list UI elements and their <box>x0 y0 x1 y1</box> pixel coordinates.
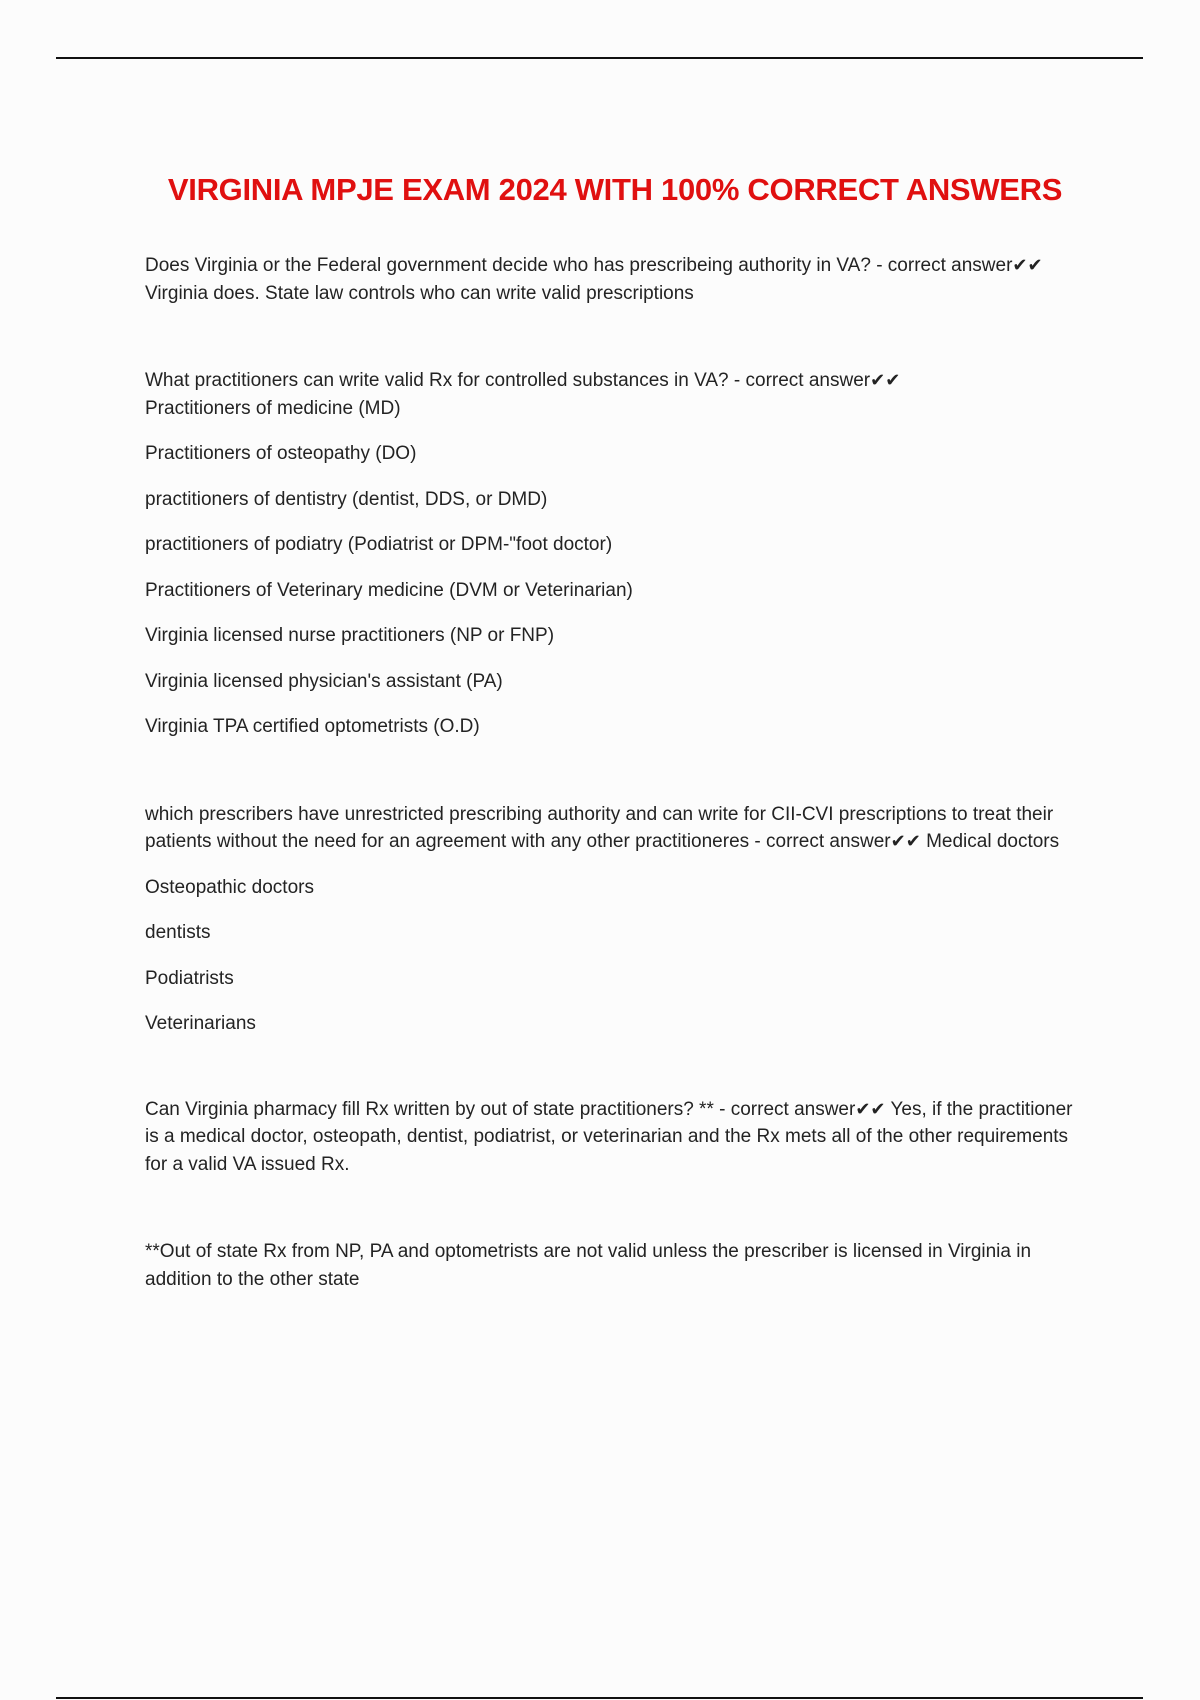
question-text: Can Virginia pharmacy fill Rx written by out of state practitioners? ** - correct answer <box>145 1098 856 1120</box>
list-item: Podiatrists <box>145 967 234 989</box>
list-item: Virginia licensed physician's assistant (PA) <box>145 670 503 692</box>
question-text: Does Virginia or the Federal government decide who has prescribeing authority in VA? - correct answer <box>145 255 1013 276</box>
list-item: Practitioners of Veterinary medicine (DVM or Veterinarian) <box>145 579 633 601</box>
answer-text: Virginia does. State law controls who can write valid prescriptions <box>145 282 694 304</box>
list-item: practitioners of dentistry (dentist, DDS, or DMD) <box>145 488 548 510</box>
list-item: practitioners of podiatry (Podiatrist or DPM-"foot doctor) <box>145 534 613 555</box>
list-item: dentists <box>145 922 211 943</box>
answer-text: Yes, if the practitioner is a medical doctor, osteopath, dentist, podiatrist, or veterinarian and the Rx mets all of the other requirements for a valid VA issued Rx. <box>145 1098 1073 1175</box>
question-text: which prescribers have unrestricted prescribing authority and can write for CII-CVI prescriptions to treat their patients without the need for an agreement with any other practitioneres - correct answer <box>145 803 1054 852</box>
document-body <box>145 252 1085 1293</box>
bottom-rule <box>56 1697 1143 1699</box>
qa-block-3 <box>145 801 1085 856</box>
answer-text: Practitioners of medicine (MD) <box>145 397 401 419</box>
document-title: VIRGINIA MPJE EXAM 2024 WITH 100% CORRECT ANSWERS <box>167 171 1063 207</box>
footnote: **Out of state Rx from NP, PA and optometrists are not valid unless the prescriber is licensed in Virginia in addition to the other state <box>145 1241 1032 1290</box>
check-icon: ✔✔ <box>855 1098 886 1120</box>
top-rule <box>56 57 1143 59</box>
list-item: Virginia licensed nurse practitioners (NP or FNP) <box>145 625 555 646</box>
qa-block-2 <box>145 367 1085 422</box>
list-item: Osteopathic doctors <box>145 876 314 898</box>
qa-block-1 <box>145 252 1085 307</box>
check-icon: ✔✔ <box>870 370 901 391</box>
list-item: Practitioners of osteopathy (DO) <box>145 443 417 464</box>
qa-block-4 <box>145 1096 1085 1179</box>
check-icon: ✔✔ <box>1012 255 1043 276</box>
check-icon: ✔✔ <box>890 831 921 852</box>
answer-text: Medical doctors <box>920 831 1060 852</box>
question-text: What practitioners can write valid Rx for controlled substances in VA? - correct answer <box>145 370 871 391</box>
list-item: Virginia TPA certified optometrists (O.D) <box>145 716 480 737</box>
list-item: Veterinarians <box>145 1013 256 1034</box>
